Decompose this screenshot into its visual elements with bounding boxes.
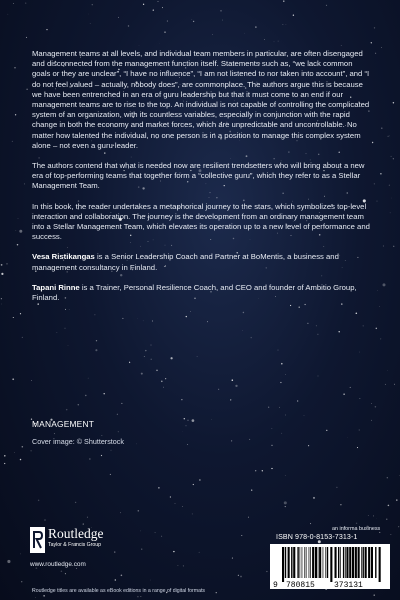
star (162, 7, 163, 8)
star (371, 420, 372, 421)
star (343, 394, 344, 395)
star (15, 114, 16, 115)
blurb-paragraph-3: In this book, the reader undertakes a metaphorical journey to the stars, which symbolizes top-level interaction and collaboration. The journey is the development from an ordinary management team into a Stellar Management Team, which elevates its operation up to a new level of performance and success. (32, 201, 370, 242)
star (78, 404, 79, 405)
star (143, 320, 144, 321)
star (262, 470, 263, 471)
barcode-bar (330, 547, 332, 582)
star (271, 468, 272, 469)
star (377, 201, 378, 202)
star (340, 504, 341, 505)
barcode-bar (319, 547, 321, 578)
star (164, 31, 166, 33)
barcode-digits-right: 373131 (334, 581, 363, 589)
star (192, 513, 193, 514)
star (141, 596, 142, 597)
star (356, 523, 357, 524)
barcode-bar (368, 547, 370, 578)
barcode-bar (343, 547, 344, 578)
star (282, 433, 283, 434)
star (7, 560, 10, 563)
star (54, 433, 55, 434)
star (350, 387, 351, 388)
star (181, 399, 182, 400)
star (145, 350, 146, 351)
barcode-bar (338, 547, 339, 578)
barcode-bar (335, 547, 337, 578)
star (177, 565, 178, 566)
star (308, 445, 309, 446)
star (187, 444, 188, 445)
star (375, 406, 377, 408)
star (137, 596, 139, 598)
star (20, 553, 21, 554)
barcode-bar (293, 547, 295, 578)
star (19, 230, 22, 233)
star (89, 459, 90, 460)
barcode-bar (310, 547, 311, 578)
star (4, 455, 6, 457)
star (122, 318, 123, 319)
star (192, 419, 195, 422)
star (240, 576, 242, 578)
star (284, 501, 287, 504)
star (326, 430, 327, 431)
star (163, 387, 164, 388)
star (170, 496, 171, 497)
star (374, 183, 375, 184)
star (381, 128, 382, 129)
star (68, 345, 69, 346)
star (286, 24, 287, 25)
informa-label: an informa business (332, 526, 381, 532)
star (118, 431, 119, 432)
star (338, 331, 339, 332)
barcode-bar (355, 547, 357, 578)
star (281, 363, 283, 365)
star (21, 581, 22, 582)
star (155, 532, 156, 533)
star (22, 446, 24, 448)
star (182, 506, 183, 507)
star (31, 380, 32, 381)
star (379, 532, 380, 533)
star (360, 398, 361, 399)
star (283, 24, 284, 25)
barcode-digits-left: 780815 (286, 581, 315, 589)
star (153, 9, 154, 10)
star (389, 135, 390, 136)
star (371, 403, 372, 404)
star (249, 439, 250, 440)
star (150, 580, 151, 581)
star (167, 21, 168, 22)
star (161, 536, 162, 537)
star (14, 67, 15, 68)
star (165, 378, 166, 379)
star (12, 141, 13, 142)
star (374, 27, 375, 28)
barcode-bar (297, 547, 298, 578)
star (35, 597, 36, 598)
star (95, 349, 97, 351)
isbn-label: ISBN 978-0-8153-7313-1 (276, 533, 358, 541)
star (255, 26, 256, 27)
star (13, 317, 14, 318)
star (44, 519, 45, 520)
star (396, 499, 397, 500)
barcode-bar (312, 547, 314, 578)
star (388, 505, 390, 507)
star (199, 479, 200, 480)
star (156, 370, 157, 371)
star (222, 20, 223, 21)
star (120, 512, 121, 513)
star (394, 384, 395, 385)
barcode-bar (358, 547, 360, 578)
star (103, 393, 104, 394)
barcode-bar (304, 547, 305, 578)
star (22, 337, 23, 338)
star (186, 425, 187, 426)
star (285, 415, 286, 416)
star (1, 304, 2, 305)
author-name-2: Tapani Rinne (32, 282, 80, 292)
star (285, 506, 286, 507)
star (278, 350, 279, 351)
publisher-group: Taylor & Francis Group (48, 542, 102, 548)
star (389, 185, 390, 186)
star (251, 337, 252, 338)
star (115, 579, 116, 580)
star (391, 198, 392, 199)
barcode-bar (288, 547, 290, 578)
star (151, 359, 152, 360)
ebook-availability-note: Routledge titles are available as eBook editions in a range of digital formats (32, 588, 206, 594)
star (24, 183, 25, 184)
barcode-bar (285, 547, 286, 578)
star (376, 328, 377, 329)
star (336, 487, 337, 488)
star (387, 136, 388, 137)
star (61, 570, 63, 572)
star (158, 487, 159, 488)
author-bio-text-1: is a Senior Leadership Coach and Partner at BoMentis, a business and management consultancy in Finland. (32, 252, 339, 272)
star (317, 334, 318, 335)
star (381, 47, 382, 48)
star (38, 500, 39, 501)
star (170, 357, 172, 359)
publisher-logo-block (30, 527, 104, 568)
star (143, 4, 144, 5)
star (280, 382, 281, 383)
star (268, 407, 269, 408)
barcode-bar (371, 547, 373, 578)
star (144, 356, 145, 357)
star (43, 595, 44, 596)
star (368, 515, 369, 516)
star (186, 316, 187, 317)
star (30, 450, 31, 451)
star (375, 53, 376, 54)
barcode-digit-first: 9 (273, 581, 278, 589)
star (313, 497, 315, 499)
star (96, 340, 97, 341)
star (193, 21, 194, 22)
barcode-bar (315, 547, 317, 578)
star (241, 535, 242, 536)
star (374, 594, 375, 595)
barcode-bar (306, 547, 307, 578)
back-cover-text (32, 49, 372, 313)
star (101, 455, 102, 456)
star (1, 273, 3, 275)
star (12, 378, 14, 380)
star (372, 142, 373, 143)
barcode-bar (352, 547, 354, 578)
star (184, 418, 185, 419)
star (385, 384, 386, 385)
star (380, 338, 381, 339)
barcode-bar (309, 547, 310, 578)
star (235, 385, 237, 387)
barcode-bar (300, 547, 301, 578)
star (118, 17, 119, 18)
star (17, 244, 18, 245)
barcode-bar (291, 547, 292, 578)
barcode-bar (323, 547, 324, 578)
star (85, 395, 86, 396)
star (25, 2, 26, 3)
star (121, 403, 122, 404)
star (326, 5, 327, 6)
star (212, 34, 213, 35)
star (1, 298, 2, 299)
barcode-bar (349, 547, 351, 578)
star (141, 373, 143, 375)
blurb-paragraph-2: The authors contend that what is needed now are resilient trendsetters who will bring about a new era of top-performing teams that together form a “collective guru”, which they refer to as a Stellar Management Team. (32, 161, 365, 191)
star (272, 428, 273, 429)
star (387, 477, 388, 478)
star (363, 326, 364, 327)
star (7, 263, 8, 264)
star (341, 45, 342, 46)
star (264, 39, 265, 40)
star (66, 409, 68, 411)
barcode-bar (302, 547, 303, 578)
star (383, 283, 386, 286)
barcode-bar (346, 547, 348, 578)
star (173, 551, 174, 552)
star (46, 29, 47, 30)
star (274, 42, 275, 43)
star (232, 379, 234, 381)
star (75, 502, 76, 503)
star (386, 519, 387, 520)
cover-image-credit: Cover image: © Shutterstock (32, 437, 124, 446)
star (20, 459, 22, 461)
star (297, 400, 298, 401)
star (207, 321, 208, 322)
star (175, 503, 176, 504)
star (216, 592, 217, 593)
star (183, 565, 184, 566)
star (102, 435, 103, 436)
star (129, 362, 130, 363)
star (242, 330, 243, 331)
star (220, 10, 221, 11)
star (197, 356, 198, 357)
star (117, 414, 118, 415)
author-bio-text-2: is a Trainer, Personal Resilience Coach, and CEO and founder of Ambitio Group, Finland. (32, 282, 357, 303)
author-bio-1 (32, 252, 372, 272)
star (87, 517, 88, 518)
author-name-1: Vesa Ristikangas (32, 252, 95, 262)
star (393, 158, 394, 159)
star (83, 523, 84, 524)
barcode-bar (327, 547, 328, 578)
star (138, 510, 140, 512)
star (26, 37, 27, 38)
star (140, 530, 141, 531)
star (218, 389, 219, 390)
barcode-bar (340, 547, 341, 578)
star (379, 306, 380, 307)
routledge-logo-icon (30, 527, 45, 553)
star (266, 571, 267, 572)
star (152, 321, 153, 322)
star (231, 440, 232, 441)
barcode-bar (325, 547, 326, 578)
star (13, 3, 14, 4)
barcode-bar (375, 547, 376, 578)
barcode-bar (318, 547, 319, 578)
star (110, 474, 111, 475)
star (307, 323, 308, 324)
star (199, 552, 200, 553)
subject-category: MANAGEMENT (32, 419, 95, 429)
star (310, 523, 311, 524)
star (128, 25, 129, 26)
star (26, 89, 27, 90)
star (359, 352, 360, 353)
star (283, 0, 284, 1)
barcode-bar (345, 547, 346, 578)
star (20, 313, 21, 314)
star (278, 41, 279, 42)
publisher-name: Routledge (48, 526, 104, 541)
barcode-bar (282, 547, 284, 582)
star (88, 378, 89, 379)
star (151, 345, 152, 346)
star (357, 447, 358, 448)
star (285, 374, 286, 375)
star (193, 484, 194, 485)
star (318, 376, 319, 377)
star (359, 430, 360, 431)
star (65, 328, 66, 329)
star (238, 575, 239, 576)
barcode-bar (379, 547, 381, 582)
star (1, 264, 3, 266)
author-bio-2 (32, 283, 372, 303)
star (92, 4, 93, 5)
star (391, 534, 392, 535)
star (398, 526, 399, 527)
star (251, 489, 252, 490)
star (279, 407, 280, 408)
star (57, 332, 58, 333)
star (393, 246, 394, 247)
blurb-paragraph-1: Management teams at all levels, and individual team members in particular, are often disengaged and disconnected from the management function itself. Statements such as, “we lack common goals or they are unclear”, “I have no influence”, “I am not listened to nor taken into account”, and “I do not feel valued – actually, nobody does”, are commonplace. The authors argue this is because we have been entrenched in an era of guru leadership but that it must come to an end if our management teams are to rise to the top. An individual is not capable of controlling the complicated system of an organization, with its countless variables, especially in conjunction with the rapid change in both the economy and market forces, which are unpredictable and uncontrollable. No matter how talented the individual, no one person is in a position to manage this complex system alone – not even a guru leader. (32, 49, 370, 150)
star (304, 415, 305, 416)
star (373, 515, 374, 516)
star (161, 381, 163, 383)
star (4, 463, 5, 464)
star (141, 549, 142, 550)
star (248, 517, 249, 518)
star (271, 445, 272, 446)
star (316, 325, 317, 326)
star (94, 314, 95, 315)
star (293, 15, 294, 16)
star (285, 475, 286, 476)
star (121, 575, 123, 577)
star (380, 173, 382, 175)
barcode-icon (270, 544, 390, 589)
star (393, 102, 394, 103)
star (158, 1, 159, 2)
star (383, 246, 384, 247)
star (65, 573, 66, 574)
star (255, 470, 256, 471)
star (230, 399, 231, 400)
star (110, 450, 111, 451)
star (371, 42, 372, 43)
star (187, 420, 188, 421)
star (232, 558, 233, 559)
barcode-bar (365, 547, 367, 578)
isbn-barcode (270, 544, 390, 589)
star (90, 23, 91, 24)
star (15, 230, 16, 231)
star (14, 452, 15, 453)
star (391, 156, 392, 157)
publisher-url: www.routledge.com (30, 561, 86, 568)
barcode-bar (363, 547, 364, 578)
barcode-bar (361, 547, 362, 578)
star (114, 552, 115, 553)
